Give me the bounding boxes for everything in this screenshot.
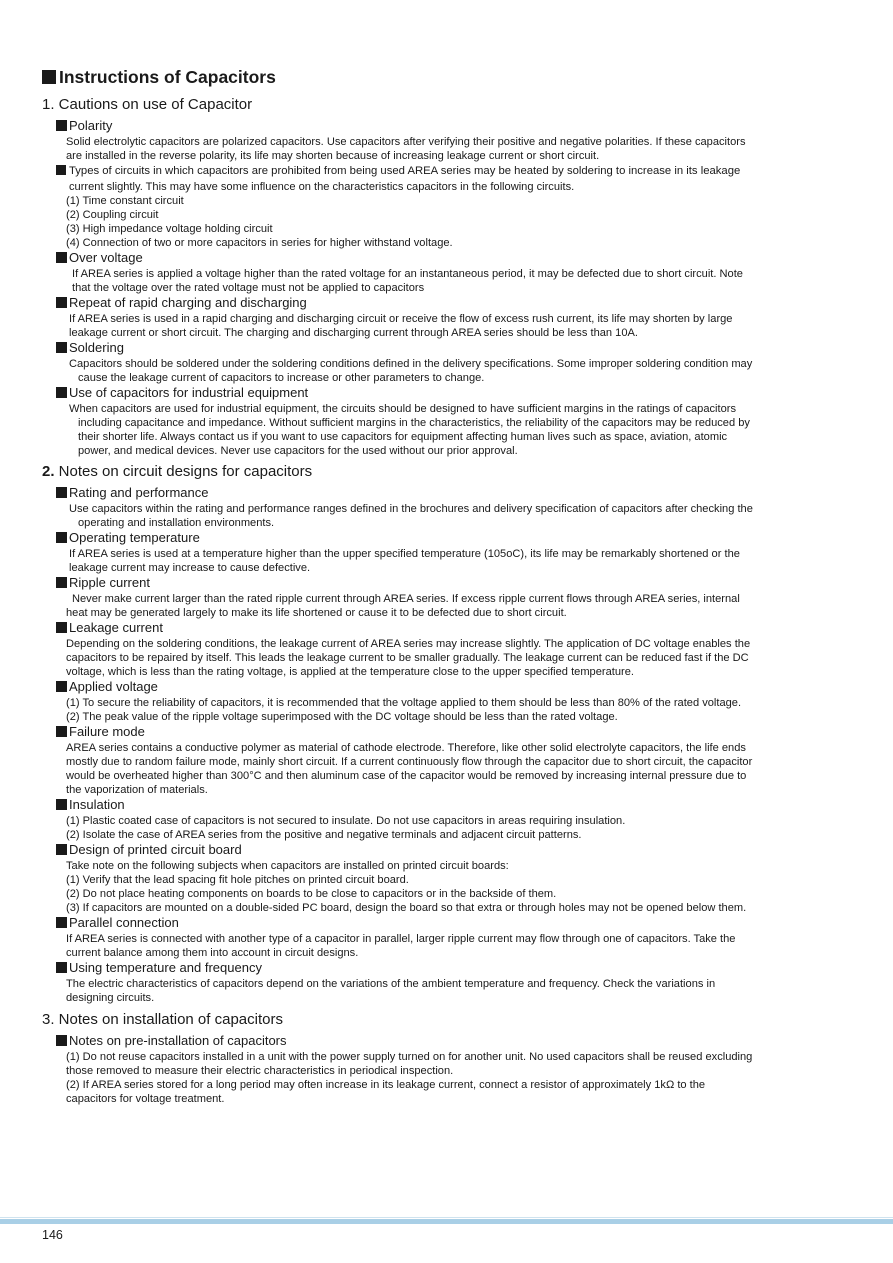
text-line: operating and installation environments. <box>78 517 275 529</box>
square-bullet-icon <box>56 844 67 855</box>
text-line: (1) Time constant circuit <box>66 195 184 207</box>
subheading-rating: Rating and performance <box>56 485 208 501</box>
text-line: those removed to measure their electric characteristics in periodical inspection. <box>66 1065 454 1077</box>
text-line: If AREA series is used in a rapid charging and discharging circuit or receive the flow of excess rush current, its life may shorten by large <box>69 313 733 325</box>
square-bullet-icon <box>56 487 67 498</box>
square-bullet-icon <box>56 681 67 692</box>
square-bullet-icon <box>56 165 66 175</box>
subheading-rapid-charging: Repeat of rapid charging and discharging <box>56 295 307 311</box>
text-line: If AREA series is applied a voltage higher than the rated voltage for an instantaneous period, it may be defected due to short circuit. Note <box>72 268 743 280</box>
text-line: are installed in the reverse polarity, its life may shorten because of increasing leakage current or short circuit. <box>66 150 600 162</box>
text-line: Capacitors should be soldered under the soldering conditions defined in the delivery specifications. Some improper soldering condition may <box>69 358 753 370</box>
page-title: Instructions of Capacitors <box>42 66 276 88</box>
section-1-heading: 1. Cautions on use of Capacitor <box>42 96 253 113</box>
subheading-insulation: Insulation <box>56 797 125 813</box>
text-line: the vaporization of materials. <box>66 784 208 796</box>
text-line: If AREA series is connected with another type of a capacitor in parallel, larger ripple current may flow through one of capacitors. Take the <box>66 933 736 945</box>
subheading-failure-mode: Failure mode <box>56 724 145 740</box>
subheading-circuit-types: Types of circuits in which capacitors are prohibited from being used AREA series may be heated by soldering to increase in its leakage <box>56 164 740 178</box>
text-line: (1) Do not reuse capacitors installed in a unit with the power supply turned on for another unit. No used capacitors shall be reused excluding <box>66 1051 753 1063</box>
text-line: that the voltage over the rated voltage must not be applied to capacitors <box>72 282 425 294</box>
text-line: (2) Do not place heating components on boards to be close to capacitors or in the backside of them. <box>66 888 557 900</box>
square-bullet-icon <box>56 532 67 543</box>
text-line: Solid electrolytic capacitors are polarized capacitors. Use capacitors after verifying their positive and negative polarities. If these capacitors <box>66 136 746 148</box>
footer-rule-light <box>0 1217 893 1218</box>
subheading-temperature-frequency: Using temperature and frequency <box>56 960 262 976</box>
subheading-applied-voltage: Applied voltage <box>56 679 158 695</box>
square-bullet-icon <box>42 70 56 84</box>
text-line: designing circuits. <box>66 992 155 1004</box>
subheading-pre-installation: Notes on pre-installation of capacitors <box>56 1033 287 1049</box>
text-line: AREA series contains a conductive polymer as material of cathode electrode. Therefore, like other solid electrolyte capacitors, the life ends <box>66 742 746 754</box>
text-line: leakage current may increase to cause defective. <box>69 562 311 574</box>
square-bullet-icon <box>56 726 67 737</box>
text-line: heat may be generated largely to make its life shortened or cause it to be defected due to short circuit. <box>66 607 567 619</box>
text-line: current balance among them into account in circuit designs. <box>66 947 359 959</box>
square-bullet-icon <box>56 120 67 131</box>
text-line: Use capacitors within the rating and performance ranges defined in the brochures and delivery specification of capacitors after checking the <box>69 503 753 515</box>
text-line: (2) If AREA series stored for a long period may often increase in its leakage current, connect a resistor of approximately 1kΩ to the <box>66 1079 706 1091</box>
square-bullet-icon <box>56 252 67 263</box>
section-2-heading: 2. Notes on circuit designs for capacitors <box>42 463 313 480</box>
text-line: Never make current larger than the rated ripple current through AREA series. If excess ripple current flows through AREA series, internal <box>72 593 740 605</box>
square-bullet-icon <box>56 799 67 810</box>
text-line: (3) High impedance voltage holding circuit <box>66 223 273 235</box>
section-3-heading: 3. Notes on installation of capacitors <box>42 1011 283 1028</box>
footer-rule <box>0 1219 893 1224</box>
text-line: voltage, which is less than the rating voltage, is applied at the temperature close to the upper specified temperature. <box>66 666 634 678</box>
text-line: If AREA series is used at a temperature higher than the upper specified temperature (105oC), its life may be remarkably shortened or the <box>69 548 740 560</box>
text-line: Depending on the soldering conditions, the leakage current of AREA series may increase slightly. The application of DC voltage enables the <box>66 638 751 650</box>
text-line: (1) Plastic coated case of capacitors is not secured to insulate. Do not use capacitors in areas requiring insulation. <box>66 815 626 827</box>
square-bullet-icon <box>56 577 67 588</box>
text-line: including capacitance and impedance. Without sufficient margins in the characteristics, the reliability of the capacitors may be reduced by <box>78 417 750 429</box>
square-bullet-icon <box>56 297 67 308</box>
subheading-parallel: Parallel connection <box>56 915 179 931</box>
text-line: (1) Verify that the lead spacing fit hole pitches on printed circuit board. <box>66 874 409 886</box>
text-line: (4) Connection of two or more capacitors in series for higher withstand voltage. <box>66 237 453 249</box>
text-line: (2) Coupling circuit <box>66 209 159 221</box>
text-line: cause the leakage current of capacitors to increase or other parameters to change. <box>78 372 485 384</box>
square-bullet-icon <box>56 962 67 973</box>
square-bullet-icon <box>56 342 67 353</box>
text-line: The electric characteristics of capacitors depend on the variations of the ambient temperature and frequency. Check the variations in <box>66 978 716 990</box>
text-line: capacitors to be repaired by itself. This leads the leakage current to be smaller gradually. The leakage current can be reduced fast if the DC <box>66 652 749 664</box>
text-line: (2) The peak value of the ripple voltage superimposed with the DC voltage should be less than the rated voltage. <box>66 711 618 723</box>
text-line: power, and medical devices. Never use capacitors for the used without our prior approval. <box>78 445 518 457</box>
text-line: their shorter life. Always contact us if you want to use capacitors for equipment affecting human lives such as space, aviation, atomic <box>78 431 728 443</box>
text-line: mostly due to random failure mode, mainly short circuit. If a current continuously flow through the capacitor due to short circuit, the capacitor <box>66 756 753 768</box>
text-line: (3) If capacitors are mounted on a double-sided PC board, design the board so that extra or through holes may not be opened below them. <box>66 902 747 914</box>
subheading-polarity: Polarity <box>56 118 112 134</box>
subheading-industrial: Use of capacitors for industrial equipment <box>56 385 308 401</box>
square-bullet-icon <box>56 622 67 633</box>
square-bullet-icon <box>56 917 67 928</box>
text-line: capacitors for voltage treatment. <box>66 1093 225 1105</box>
subheading-soldering: Soldering <box>56 340 124 356</box>
subheading-leakage: Leakage current <box>56 620 163 636</box>
square-bullet-icon <box>56 387 67 398</box>
subheading-over-voltage: Over voltage <box>56 250 143 266</box>
text-line: leakage current or short circuit. The charging and discharging current through AREA series should be less than 10A. <box>69 327 638 339</box>
square-bullet-icon <box>56 1035 67 1046</box>
subheading-ripple: Ripple current <box>56 575 150 591</box>
subheading-pcb-design: Design of printed circuit board <box>56 842 242 858</box>
text-line: would be overheated higher than 300°C and then aluminum case of the capacitor would be removed by increasing internal pressure due to <box>66 770 747 782</box>
text-line: When capacitors are used for industrial equipment, the circuits should be designed to have sufficient margins in the ratings of capacitors <box>69 403 737 415</box>
subheading-operating-temperature: Operating temperature <box>56 530 200 546</box>
text-line: (1) To secure the reliability of capacitors, it is recommended that the voltage applied to them should be less than 80% of the rated voltage. <box>66 697 742 709</box>
text-line: current slightly. This may have some influence on the characteristics capacitors in the following circuits. <box>69 181 575 193</box>
text-line: (2) Isolate the case of AREA series from the positive and negative terminals and adjacent circuit patterns. <box>66 829 582 841</box>
text-line: Take note on the following subjects when capacitors are installed on printed circuit boards: <box>66 860 509 872</box>
page-number: 146 <box>42 1228 63 1242</box>
